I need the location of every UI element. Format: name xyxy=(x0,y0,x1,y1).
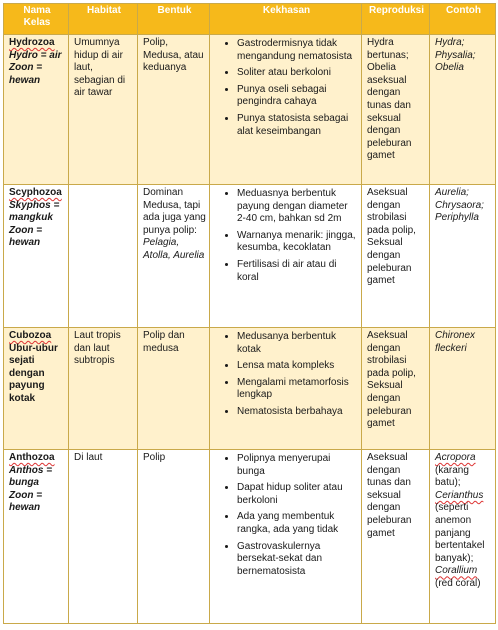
cell-contoh: Aurelia; Chrysaora; Periphylla xyxy=(430,185,496,328)
list-item: • Punya statosista sebagai alat keseimbangan xyxy=(237,112,358,138)
list-item: • Warnanya menarik: jingga, kesumba, kecoklatan xyxy=(237,229,358,255)
class-name: Hydrozoa xyxy=(9,37,55,48)
cell-kekhasan xyxy=(210,328,362,450)
table-header-row xyxy=(4,4,496,35)
cell-nama-kelas xyxy=(4,35,69,185)
class-etymology: Anthos = bunga xyxy=(9,464,53,489)
cell-nama-kelas xyxy=(4,328,69,450)
cell-nama-kelas xyxy=(4,450,69,624)
table-row-cubozoa xyxy=(4,328,496,450)
list-item: • Ada yang membentuk rangka, ada yang tidak xyxy=(237,510,358,536)
cell-reproduksi: Hydra bertunas; Obelia aseksual dengan tunas dan seksual dengan peleburan gamet xyxy=(362,35,430,185)
header-kekhasan: Kekhasan xyxy=(210,4,362,35)
cell-reproduksi: Aseksual dengan tunas dan seksual dengan peleburan gamet xyxy=(362,450,430,624)
cell-bentuk: Polip, Medusa, atau keduanya xyxy=(138,35,210,185)
cell-habitat xyxy=(69,185,138,328)
class-etymology: Zoon = hewan xyxy=(9,224,43,249)
example-name: Acropora xyxy=(435,452,476,463)
example-name: Corallium xyxy=(435,565,478,577)
cell-kekhasan xyxy=(210,35,362,185)
class-name: Anthozoa xyxy=(9,452,55,463)
header-bentuk: Bentuk xyxy=(138,4,210,35)
list-item: • Gastrovaskulernya bersekat-sekat dan bernematosista xyxy=(237,540,358,579)
cell-bentuk xyxy=(138,185,210,328)
table-row-scyphozoa xyxy=(4,185,496,328)
cell-kekhasan xyxy=(210,185,362,328)
cell-nama-kelas xyxy=(4,185,69,328)
list-item: • Mengalami metamorfosis lengkap xyxy=(237,376,358,402)
example-desc: (karang batu); xyxy=(435,464,469,489)
example-desc: (red coral) xyxy=(435,577,481,589)
cell-habitat: Di laut xyxy=(69,450,138,624)
header-contoh: Contoh xyxy=(430,4,496,35)
list-item: • Gastrodermisnya tidak mengandung nematosista xyxy=(237,37,358,63)
list-item: • Fertilisasi di air atau di koral xyxy=(237,258,358,284)
class-name: Cubozoa xyxy=(9,330,52,341)
list-item: • Nematosista berbahaya xyxy=(237,405,358,419)
cell-bentuk: Polip dan medusa xyxy=(138,328,210,450)
cell-habitat: Umumnya hidup di air laut, sebagian di air tawar xyxy=(69,35,138,185)
class-etymology: Skyphos = mangkuk xyxy=(9,199,60,224)
cell-habitat: Laut tropis dan laut subtropis xyxy=(69,328,138,450)
bentuk-text: Dominan Medusa, tapi ada juga yang punya polip: xyxy=(143,187,206,236)
class-etymology: Zoon = hewan xyxy=(9,62,43,86)
cell-reproduksi: Aseksual dengan strobilasi pada polip, Seksual dengan peleburan gamet xyxy=(362,185,430,328)
coelenterata-class-table xyxy=(3,3,496,624)
list-item: • Meduasnya berbentuk payung dengan diameter 2-40 cm, bahkan sd 2m xyxy=(237,187,358,226)
header-reproduksi: Reproduksi xyxy=(362,4,430,35)
header-habitat: Habitat xyxy=(69,4,138,35)
class-name: Scyphozoa xyxy=(9,187,62,198)
table-row-hydrozoa xyxy=(4,35,496,185)
example-name: Cerianthus xyxy=(435,489,484,501)
kekhasan-list xyxy=(215,330,358,419)
class-description: Ubur-ubur sejati dengan payung kotak xyxy=(9,342,58,404)
bentuk-examples: Pelagia, Atolla, Aurelia xyxy=(143,237,205,261)
class-etymology: Hydro = air xyxy=(9,49,62,61)
list-item: • Polipnya menyerupai bunga xyxy=(237,452,358,478)
header-nama-kelas: Nama Kelas xyxy=(4,4,69,35)
list-item: • Punya oseli sebagai pengindra cahaya xyxy=(237,83,358,109)
example-desc: (seperti anemon panjang bertentakel banyak); xyxy=(435,502,485,564)
list-item: • Medusanya berbentuk kotak xyxy=(237,330,358,356)
cell-contoh: Chironex fleckeri xyxy=(430,328,496,450)
kekhasan-list xyxy=(215,187,358,284)
class-etymology: Zoon = hewan xyxy=(9,489,43,514)
cell-reproduksi: Aseksual dengan strobilasi pada polip, Seksual dengan peleburan gamet xyxy=(362,328,430,450)
list-item: • Lensa mata kompleks xyxy=(237,359,358,373)
cell-bentuk: Polip xyxy=(138,450,210,624)
cell-contoh: Hydra; Physalia; Obelia xyxy=(430,35,496,185)
cell-contoh xyxy=(430,450,496,624)
cell-kekhasan xyxy=(210,450,362,624)
list-item: • Soliter atau berkoloni xyxy=(237,66,358,80)
kekhasan-list xyxy=(215,37,358,138)
table-row-anthozoa xyxy=(4,450,496,624)
kekhasan-list xyxy=(215,452,358,578)
list-item: • Dapat hidup soliter atau berkoloni xyxy=(237,481,358,507)
